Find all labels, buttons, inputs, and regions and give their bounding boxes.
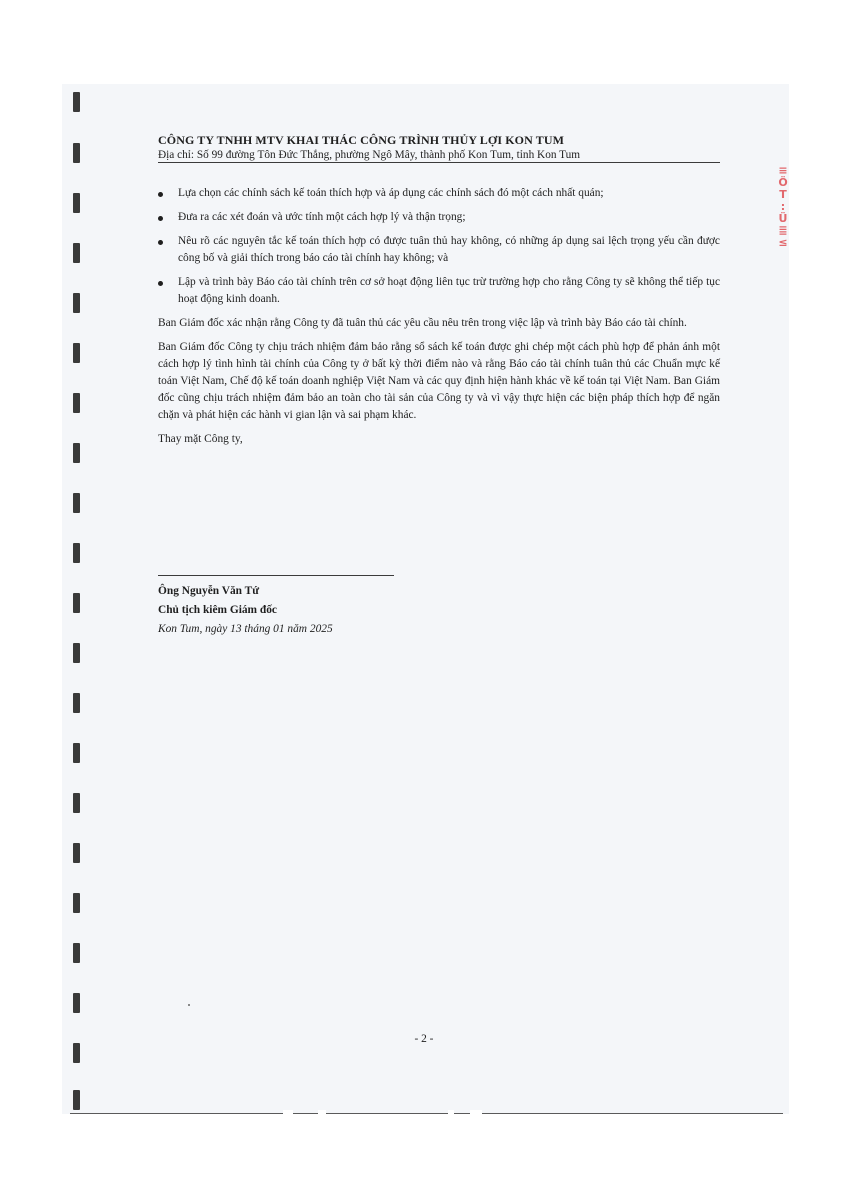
bottom-edge-gap (318, 1110, 326, 1116)
binder-mark (73, 593, 80, 613)
list-item-text: Đưa ra các xét đoán và ước tính một cách hợp lý và thận trọng; (178, 211, 466, 223)
binder-mark (73, 643, 80, 663)
list-item-text: Lập và trình bày Báo cáo tài chính trên cơ sở hoạt động liên tục trừ trường hợp cho rằng Công ty sẽ không thể tiếp tục hoạt động kinh doanh. (178, 276, 720, 305)
binder-mark (73, 993, 80, 1013)
list-item-text: Lựa chọn các chính sách kế toán thích hợp và áp dụng các chính sách đó một cách nhất quán; (178, 187, 604, 199)
bottom-edge-gap (470, 1110, 482, 1116)
document-body (158, 185, 720, 455)
binder-mark (73, 343, 80, 363)
binder-mark (73, 543, 80, 563)
binder-mark (73, 743, 80, 763)
binder-mark (73, 943, 80, 963)
document-header (158, 133, 720, 162)
binder-mark (73, 293, 80, 313)
page-number: - 2 - (414, 1033, 434, 1045)
company-address: Địa chỉ: Số 99 đường Tôn Đức Thắng, phường Ngô Mây, thành phố Kon Tum, tỉnh Kon Tum (158, 149, 581, 161)
list-item (158, 274, 720, 308)
bottom-edge-line (70, 1113, 783, 1114)
signature-dateline: Kon Tum, ngày 13 tháng 01 năm 2025 (158, 623, 333, 635)
list-item (158, 233, 720, 267)
scan-speck (188, 1004, 190, 1006)
binder-mark (73, 1090, 80, 1110)
compliance-paragraph: Ban Giám đốc xác nhận rằng Công ty đã tuân thủ các yêu cầu nêu trên trong việc lập và trình bày Báo cáo tài chính. (158, 317, 687, 329)
binder-mark (73, 493, 80, 513)
bottom-edge-gap (283, 1110, 293, 1116)
binder-mark (73, 1043, 80, 1063)
header-divider (158, 162, 720, 163)
binder-mark (73, 443, 80, 463)
binder-mark (73, 843, 80, 863)
binder-mark (73, 143, 80, 163)
binder-mark (73, 243, 80, 263)
signer-title: Chủ tịch kiêm Giám đốc (158, 604, 277, 616)
binder-mark (73, 793, 80, 813)
partial-stamp-edge: ≡ Ö T : Ü ≣ ≤ (778, 164, 788, 249)
bottom-edge-gap (448, 1110, 454, 1116)
company-name: CÔNG TY TNHH MTV KHAI THÁC CÔNG TRÌNH THỦY LỢI KON TUM (158, 133, 565, 147)
binder-mark (73, 893, 80, 913)
signer-name: Ông Nguyễn Văn Tứ (158, 585, 260, 597)
binder-punch-marks (73, 0, 81, 1200)
list-item (158, 209, 720, 226)
responsibility-paragraph: Ban Giám đốc Công ty chịu trách nhiệm đảm bảo rằng sổ sách kế toán được ghi chép một cách phù hợp để phản ánh một cách hợp lý tình hình tài chính của Công ty ở bất kỳ thời điểm nào và rằng Báo cáo tài chính tuân thủ các Chuẩn mực kế toán Việt Nam, Chế độ kế toán doanh nghiệp Việt Nam và các quy định hiện hành khác về kế toán tại Việt Nam. Ban Giám đốc cũng chịu trách nhiệm đảm bảo an toàn cho tài sản của Công ty và vì vậy thực hiện các biện pháp thích hợp để ngăn chặn và phát hiện các hành vi gian lận và sai phạm khác. (158, 341, 720, 421)
signature-block (158, 582, 333, 639)
list-item-text: Nêu rõ các nguyên tắc kế toán thích hợp có được tuân thủ hay không, có những áp dụng sai lệch trọng yếu cần được công bố và giải thích trong báo cáo tài chính hay không; và (178, 235, 720, 264)
binder-mark (73, 92, 80, 112)
closing-line: Thay mặt Công ty, (158, 433, 243, 445)
signature-line (158, 575, 394, 576)
responsibility-list (158, 185, 720, 308)
binder-mark (73, 693, 80, 713)
binder-mark (73, 393, 80, 413)
list-item (158, 185, 720, 202)
binder-mark (73, 193, 80, 213)
